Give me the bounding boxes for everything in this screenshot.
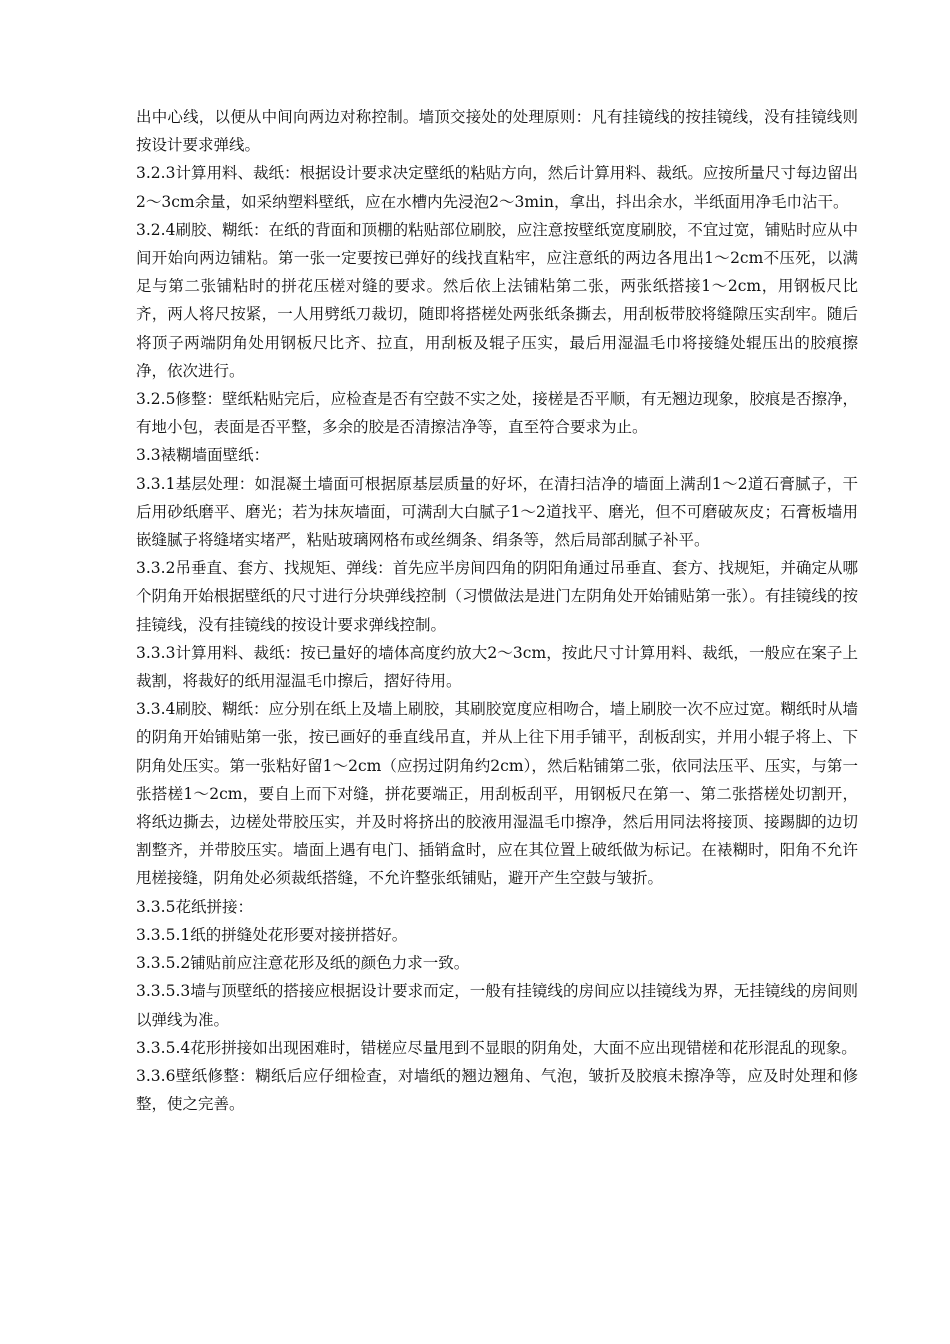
paragraph-3-3-1: 3.3.1基层处理：如混凝土墙面可根据原基层质量的好坏，在清扫洁净的墙面上满刮1～2道石膏腻子，干后用砂纸磨平、磨光；若为抹灰墙面，可满刮大白腻子1～2道找平、磨光，但不可磨破灰皮；石膏板墙用嵌缝腻子将缝堵实堵严，粘贴玻璃网格布或丝绸条、绢条等，然后局部刮腻子补平。 <box>136 474 858 550</box>
paragraph-3-3-5-4: 3.3.5.4花形拼接如出现困难时，错槎应尽量甩到不显眼的阴角处，大面不应出现错槎和花形混乱的现象。 <box>136 1038 857 1057</box>
paragraph-3-3-3: 3.3.3计算用料、裁纸：按已量好的墙体高度约放大2～3cm，按此尺寸计算用料、裁纸，一般应在案子上裁割，将裁好的纸用湿温毛巾擦后，摺好待用。 <box>136 643 858 691</box>
document-page <box>136 103 858 1118</box>
paragraph-3-3-5-2: 3.3.5.2铺贴前应注意花形及纸的颜色力求一致。 <box>136 954 470 973</box>
paragraph-center-line: 出中心线，以便从中间向两边对称控制。墙顶交接处的处理原则：凡有挂镜线的按挂镜线，没有挂镜线则按设计要求弹线。 <box>136 108 858 155</box>
paragraph-3-3-5-1: 3.3.5.1纸的拼缝处花形要对接拼搭好。 <box>136 925 408 944</box>
paragraph-3-2-4: 3.2.4刷胶、糊纸：在纸的背面和顶棚的粘贴部位刷胶，应注意按壁纸宽度刷胶，不宜过宽，铺贴时应从中间开始向两边铺粘。第一张一定要按已弹好的线找直粘牢，应注意纸的两边各甩出1～2cm不压死，以满足与第二张铺粘时的拼花压槎对缝的要求。然后依上法铺粘第二张，两张纸搭接1～2cm，用钢板尺比齐，两人将尺按紧，一人用劈纸刀裁切，随即将搭槎处两张纸条撕去，用刮板带胶将缝隙压实刮牢。随后将顶子两端阴角处用钢板尺比齐、拉直，用刮板及辊子压实，最后用湿温毛巾将接缝处辊压出的胶痕擦净，依次进行。 <box>136 220 858 380</box>
paragraph-3-2-3: 3.2.3计算用料、裁纸：根据设计要求决定壁纸的粘贴方向，然后计算用料、裁纸。应按所量尺寸每边留出2～3cm余量，如采纳塑料壁纸，应在水槽内先浸泡2～3min，拿出，抖出余水，半纸面用净毛巾沾干。 <box>136 164 858 211</box>
paragraph-3-3-2: 3.3.2吊垂直、套方、找规矩、弹线：首先应半房间四角的阴阳角通过吊垂直、套方、找规矩，并确定从哪个阴角开始根据壁纸的尺寸进行分块弹线控制（习惯做法是进门左阴角处开始铺贴第一张）。有挂镜线的按挂镜线，没有挂镜线的按设计要求弹线控制。 <box>136 559 858 634</box>
heading-3-3-5: 3.3.5花纸拼接： <box>136 897 253 916</box>
paragraph-3-3-5-3: 3.3.5.3墙与顶壁纸的搭接应根据设计要求而定，一般有挂镜线的房间应以挂镜线为界，无挂镜线的房间则以弹线为准。 <box>136 982 858 1029</box>
paragraph-3-3-6: 3.3.6壁纸修整：糊纸后应仔细检查，对墙纸的翘边翘角、气泡，皱折及胶痕未擦净等，应及时处理和修整，使之完善。 <box>136 1066 858 1114</box>
paragraph-3-3-4: 3.3.4刷胶、糊纸：应分别在纸上及墙上刷胶，其刷胶宽度应相吻合，墙上刷胶一次不应过宽。糊纸时从墙的阴角开始铺贴第一张，按已画好的垂直线吊直，并从上往下用手铺平，刮板刮实，并用小辊子将上、下阴角处压实。第一张粘好留1～2cm（应拐过阴角约2cm），然后粘铺第二张，依同法压平、压实，与第一张搭槎1～2cm，要自上而下对缝，拼花要端正，用刮板刮平，用钢板尺在第一、第二张搭槎处切割开，将纸边撕去，边槎处带胶压实，并及时将挤出的胶液用湿温毛巾擦净，然后用同法将接顶、接踢脚的边切割整齐，并带胶压实。墙面上遇有电门、插销盒时，应在其位置上破纸做为标记。在裱糊时，阳角不允许甩槎接缝，阴角处必须裁纸搭缝，不允许整张纸铺贴，避开产生空鼓与皱折。 <box>136 700 858 888</box>
paragraph-3-2-5: 3.2.5修整：壁纸粘贴完后，应检查是否有空鼓不实之处，接槎是否平顺，有无翘边现象，胶痕是否擦净，有地小包，表面是否平整，多余的胶是否清擦洁净等，直至符合要求为止。 <box>136 390 858 437</box>
heading-3-3: 3.3裱糊墙面壁纸： <box>136 446 270 465</box>
